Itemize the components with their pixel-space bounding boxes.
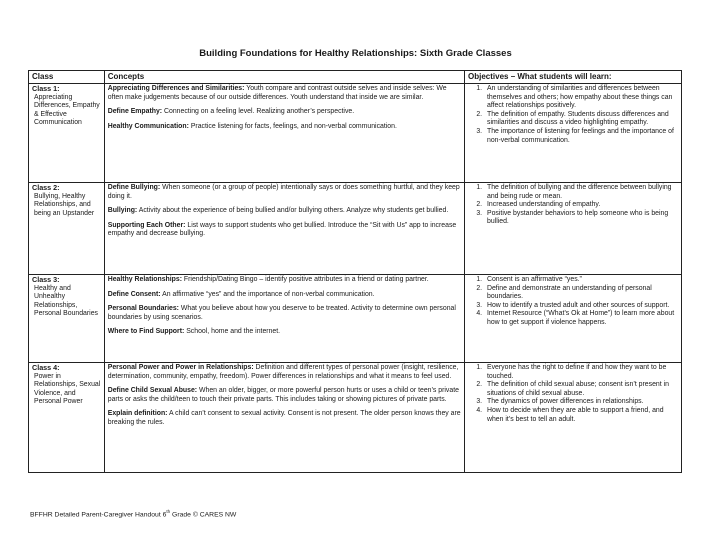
table-row — [29, 84, 682, 183]
objectives-list — [468, 276, 678, 328]
concept-item — [108, 184, 461, 201]
concept-term: Define Consent: — [107, 290, 161, 298]
concept-item — [108, 123, 461, 132]
concept-text: When an older, bigger, or more powerful person hurts or uses a child or teen’s private parts or asks the child/teen to touch their private parts. This includes taking or showing pictures of private parts. — [107, 387, 459, 403]
document-title: Building Foundations for Healthy Relationships: Sixth Grade Classes — [199, 48, 512, 59]
concept-term: Define Child Sexual Abuse: — [107, 387, 198, 395]
concept-term: Healthy Relationships: — [107, 276, 183, 283]
objective-item: 3. The dynamics of power differences in relationships. — [484, 398, 678, 407]
class-topic: Power in Relationships, Sexual Violence, and Personal Power — [34, 372, 101, 406]
class-topic: Bullying, Healthy Relationships, and being an Upstander — [34, 192, 95, 217]
class-cell — [29, 183, 105, 275]
concept-item — [108, 410, 461, 427]
concept-text: When someone (or a group of people) intentionally says or does something hurtful, and they keep doing it. — [107, 184, 460, 200]
table-row — [29, 183, 682, 275]
concept-text: Practice listening for facts, feelings, and non-verbal communication. — [188, 122, 397, 130]
objective-item: 2. The definition of child sexual abuse; consent isn’t present in situations of child sexual abuse. — [484, 381, 678, 398]
concept-item — [108, 387, 461, 404]
concept-text: What you believe about how you deserve to be treated. Activity to determine own personal boundaries by using scenarios. — [107, 305, 456, 321]
concept-term: Define Bullying: — [107, 184, 161, 191]
objective-item: 1. Everyone has the right to define if and how they want to be touched. — [484, 364, 678, 381]
objective-item: 1. An understanding of similarities and differences between themselves and others; how empathy about these things can affect relationships positively. — [484, 85, 678, 111]
header-objectives: Objectives – What students will learn: — [465, 71, 682, 84]
concept-item — [108, 276, 461, 285]
class-label: Class 4: — [32, 363, 60, 372]
concepts-cell — [104, 363, 464, 473]
concepts-cell — [104, 183, 464, 275]
concepts-cell — [104, 84, 464, 183]
concept-term: Supporting Each Other: — [107, 221, 186, 229]
concept-item — [108, 222, 461, 239]
objective-item: 4. Internet Resource (“What’s Ok at Home”) to learn more about how to get support if violence happens. — [484, 310, 678, 327]
concept-text: Definition and different types of personal power (insight, resilience, determination, community, empathy, freedom). Power differences in relationships and what it means to feel used. — [107, 364, 459, 380]
concept-term: Personal Boundaries: — [107, 305, 179, 313]
header-class: Class — [29, 71, 105, 84]
objectives-cell — [465, 275, 682, 363]
concept-item — [108, 364, 461, 381]
objective-item: 3. Positive bystander behaviors to help someone who is being bullied. — [484, 210, 678, 227]
objective-item: 3. The importance of listening for feelings and the importance of non-verbal communication. — [484, 128, 678, 145]
objectives-cell — [465, 183, 682, 275]
footer — [30, 509, 236, 518]
concept-term: Explain definition: — [107, 410, 168, 418]
concept-term: Appreciating Differences and Similarities: — [107, 85, 245, 92]
footer-prefix: BFFHR Detailed Parent-Caregiver Handout 6 — [30, 511, 167, 519]
concept-item — [108, 328, 461, 337]
objectives-list — [468, 184, 678, 227]
concept-term: Where to Find Support: — [107, 328, 185, 336]
footer-suffix: Grade © CARES NW — [170, 511, 237, 519]
concept-text: Youth compare and contrast outside selves and inside selves: We often make judgements because of our outside differences. Youth understand that inside we are similar. — [107, 85, 447, 101]
concept-item — [108, 108, 461, 117]
concept-term: Personal Power and Power in Relationships: — [107, 364, 254, 371]
table-row — [29, 275, 682, 363]
concept-item — [108, 305, 461, 322]
objectives-cell — [465, 363, 682, 473]
concept-item — [108, 291, 461, 300]
class-cell — [29, 363, 105, 473]
class-label: Class 1: — [32, 84, 60, 93]
class-topic: Appreciating Differences, Empathy & Effective Communication — [34, 93, 100, 127]
concepts-cell — [104, 275, 464, 363]
table-row — [29, 363, 682, 473]
concept-text: Activity about the experience of being bullied and/or bullying others. Analyze why students get bullied. — [137, 207, 449, 215]
footer-sup: th — [166, 509, 171, 514]
objective-item: 2. The definition of empathy. Students discuss differences and similarities and discuss a video highlighting empathy. — [484, 111, 678, 128]
class-label: Class 3: — [32, 275, 60, 284]
objectives-cell — [465, 84, 682, 183]
concept-item — [108, 85, 461, 102]
objective-item: 2. Define and demonstrate an understanding of personal boundaries. — [484, 285, 678, 302]
concept-term: Healthy Communication: — [107, 122, 189, 130]
objective-item: 1. Consent is an affirmative “yes.” — [484, 276, 678, 285]
concept-text: List ways to support students who get bullied. Introduce the “Sit with Us” app to increase empathy and decrease bullying. — [107, 221, 457, 238]
class-cell — [29, 275, 105, 363]
curriculum-table — [28, 70, 682, 473]
objective-item: 3. How to identify a trusted adult and other sources of support. — [484, 302, 678, 311]
concept-text: School, home and the internet. — [184, 328, 281, 336]
concept-term: Define Empathy: — [107, 108, 163, 116]
class-topic: Healthy and Unhealthy Relationships, Personal Boundaries — [34, 284, 98, 318]
concept-item — [108, 207, 461, 216]
objective-item: 1. The definition of bullying and the difference between bullying and being rude or mean. — [484, 184, 678, 201]
objectives-list — [468, 364, 678, 424]
class-label: Class 2: — [32, 183, 60, 192]
concept-text: An affirmative “yes” and the importance of non-verbal communication. — [160, 290, 375, 298]
concept-text: Connecting on a feeling level. Realizing another’s perspective. — [162, 108, 355, 116]
objectives-list — [468, 85, 678, 145]
table-header-row — [29, 71, 682, 84]
concept-text: A child can’t consent to sexual activity. Consent is not present. The older person knows they are breaking the rules. — [107, 410, 461, 426]
objective-item: 4. How to decide when they are able to support a friend, and when it’s best to tell an adult. — [484, 407, 678, 424]
header-concepts: Concepts — [104, 71, 464, 84]
concept-text: Friendship/Dating Bingo – identify positive attributes in a friend or dating partner. — [182, 276, 429, 283]
class-cell — [29, 84, 105, 183]
concept-term: Bullying: — [107, 207, 138, 215]
objective-item: 2. Increased understanding of empathy. — [484, 201, 678, 210]
